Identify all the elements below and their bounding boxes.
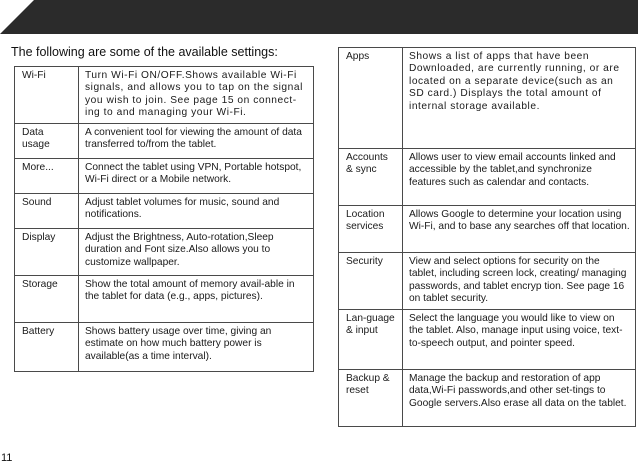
setting-description: A convenient tool for viewing the amount of data transferred to/from the tablet.: [79, 124, 314, 159]
setting-name: Sound: [15, 194, 79, 229]
table-row: [15, 124, 314, 159]
table-row: [339, 48, 636, 149]
page-number: 11: [1, 452, 13, 464]
setting-name: Apps: [339, 48, 403, 149]
intro-text: The following are some of the available settings:: [11, 45, 278, 59]
setting-name: More...: [15, 159, 79, 194]
table-row: [15, 276, 314, 323]
table-row: [339, 370, 636, 427]
table-row: [15, 323, 314, 372]
setting-description: Manage the backup and restoration of app data,Wi-Fi passwords,and other set-tings to Google servers.Also erase all data on the tablet.: [403, 370, 636, 427]
setting-name: Backup & reset: [339, 370, 403, 427]
settings-table-left: [14, 66, 314, 372]
setting-name: Storage: [15, 276, 79, 323]
setting-description: Adjust the Brightness, Auto-rotation,Sleep duration and Font size.Also allows you to customize wallpaper.: [79, 229, 314, 276]
header-banner: [0, 0, 638, 34]
setting-name: Lan-guage & input: [339, 310, 403, 370]
table-row: [339, 149, 636, 206]
setting-name: Data usage: [15, 124, 79, 159]
setting-description: Turn Wi-Fi ON/OFF.Shows available Wi-Fi signals, and allows you to tap on the signal you wish to join. See page 15 on connect-ing to and managing your Wi-Fi.: [79, 67, 314, 124]
setting-name: Wi-Fi: [15, 67, 79, 124]
setting-description: View and select options for security on the tablet, including screen lock, creating/ managing passwords, and tablet encryp tion. See page 16 on tablet security.: [403, 253, 636, 310]
setting-name: Security: [339, 253, 403, 310]
settings-table-right: [338, 47, 636, 427]
setting-name: Battery: [15, 323, 79, 372]
table-row: [339, 253, 636, 310]
table-row: [15, 229, 314, 276]
setting-description: Adjust tablet volumes for music, sound and notifications.: [79, 194, 314, 229]
setting-description: Allows Google to determine your location using Wi-Fi, and to base any searches off that location.: [403, 206, 636, 253]
table-row: [15, 67, 314, 124]
table-row: [339, 310, 636, 370]
setting-description: Connect the tablet using VPN, Portable hotspot, Wi-Fi direct or a Mobile network.: [79, 159, 314, 194]
setting-description: Show the total amount of memory avail-able in the tablet for data (e.g., apps, pictures).: [79, 276, 314, 323]
table-row: [15, 194, 314, 229]
setting-description: Select the language you would like to view on the tablet. Also, manage input using voice, text-to-speech output, and pointer speed.: [403, 310, 636, 370]
setting-description: Allows user to view email accounts linked and accessible by the tablet,and synchronize features such as calendar and contacts.: [403, 149, 636, 206]
setting-description: Shows a list of apps that have been Downloaded, are currently running, or are located on a separate device(such as an SD card.) Displays the total amount of internal storage available.: [403, 48, 636, 149]
setting-name: Location services: [339, 206, 403, 253]
setting-description: Shows battery usage over time, giving an estimate on how much battery power is available(as a time interval).: [79, 323, 314, 372]
table-row: [339, 206, 636, 253]
setting-name: Accounts & sync: [339, 149, 403, 206]
table-row: [15, 159, 314, 194]
setting-name: Display: [15, 229, 79, 276]
